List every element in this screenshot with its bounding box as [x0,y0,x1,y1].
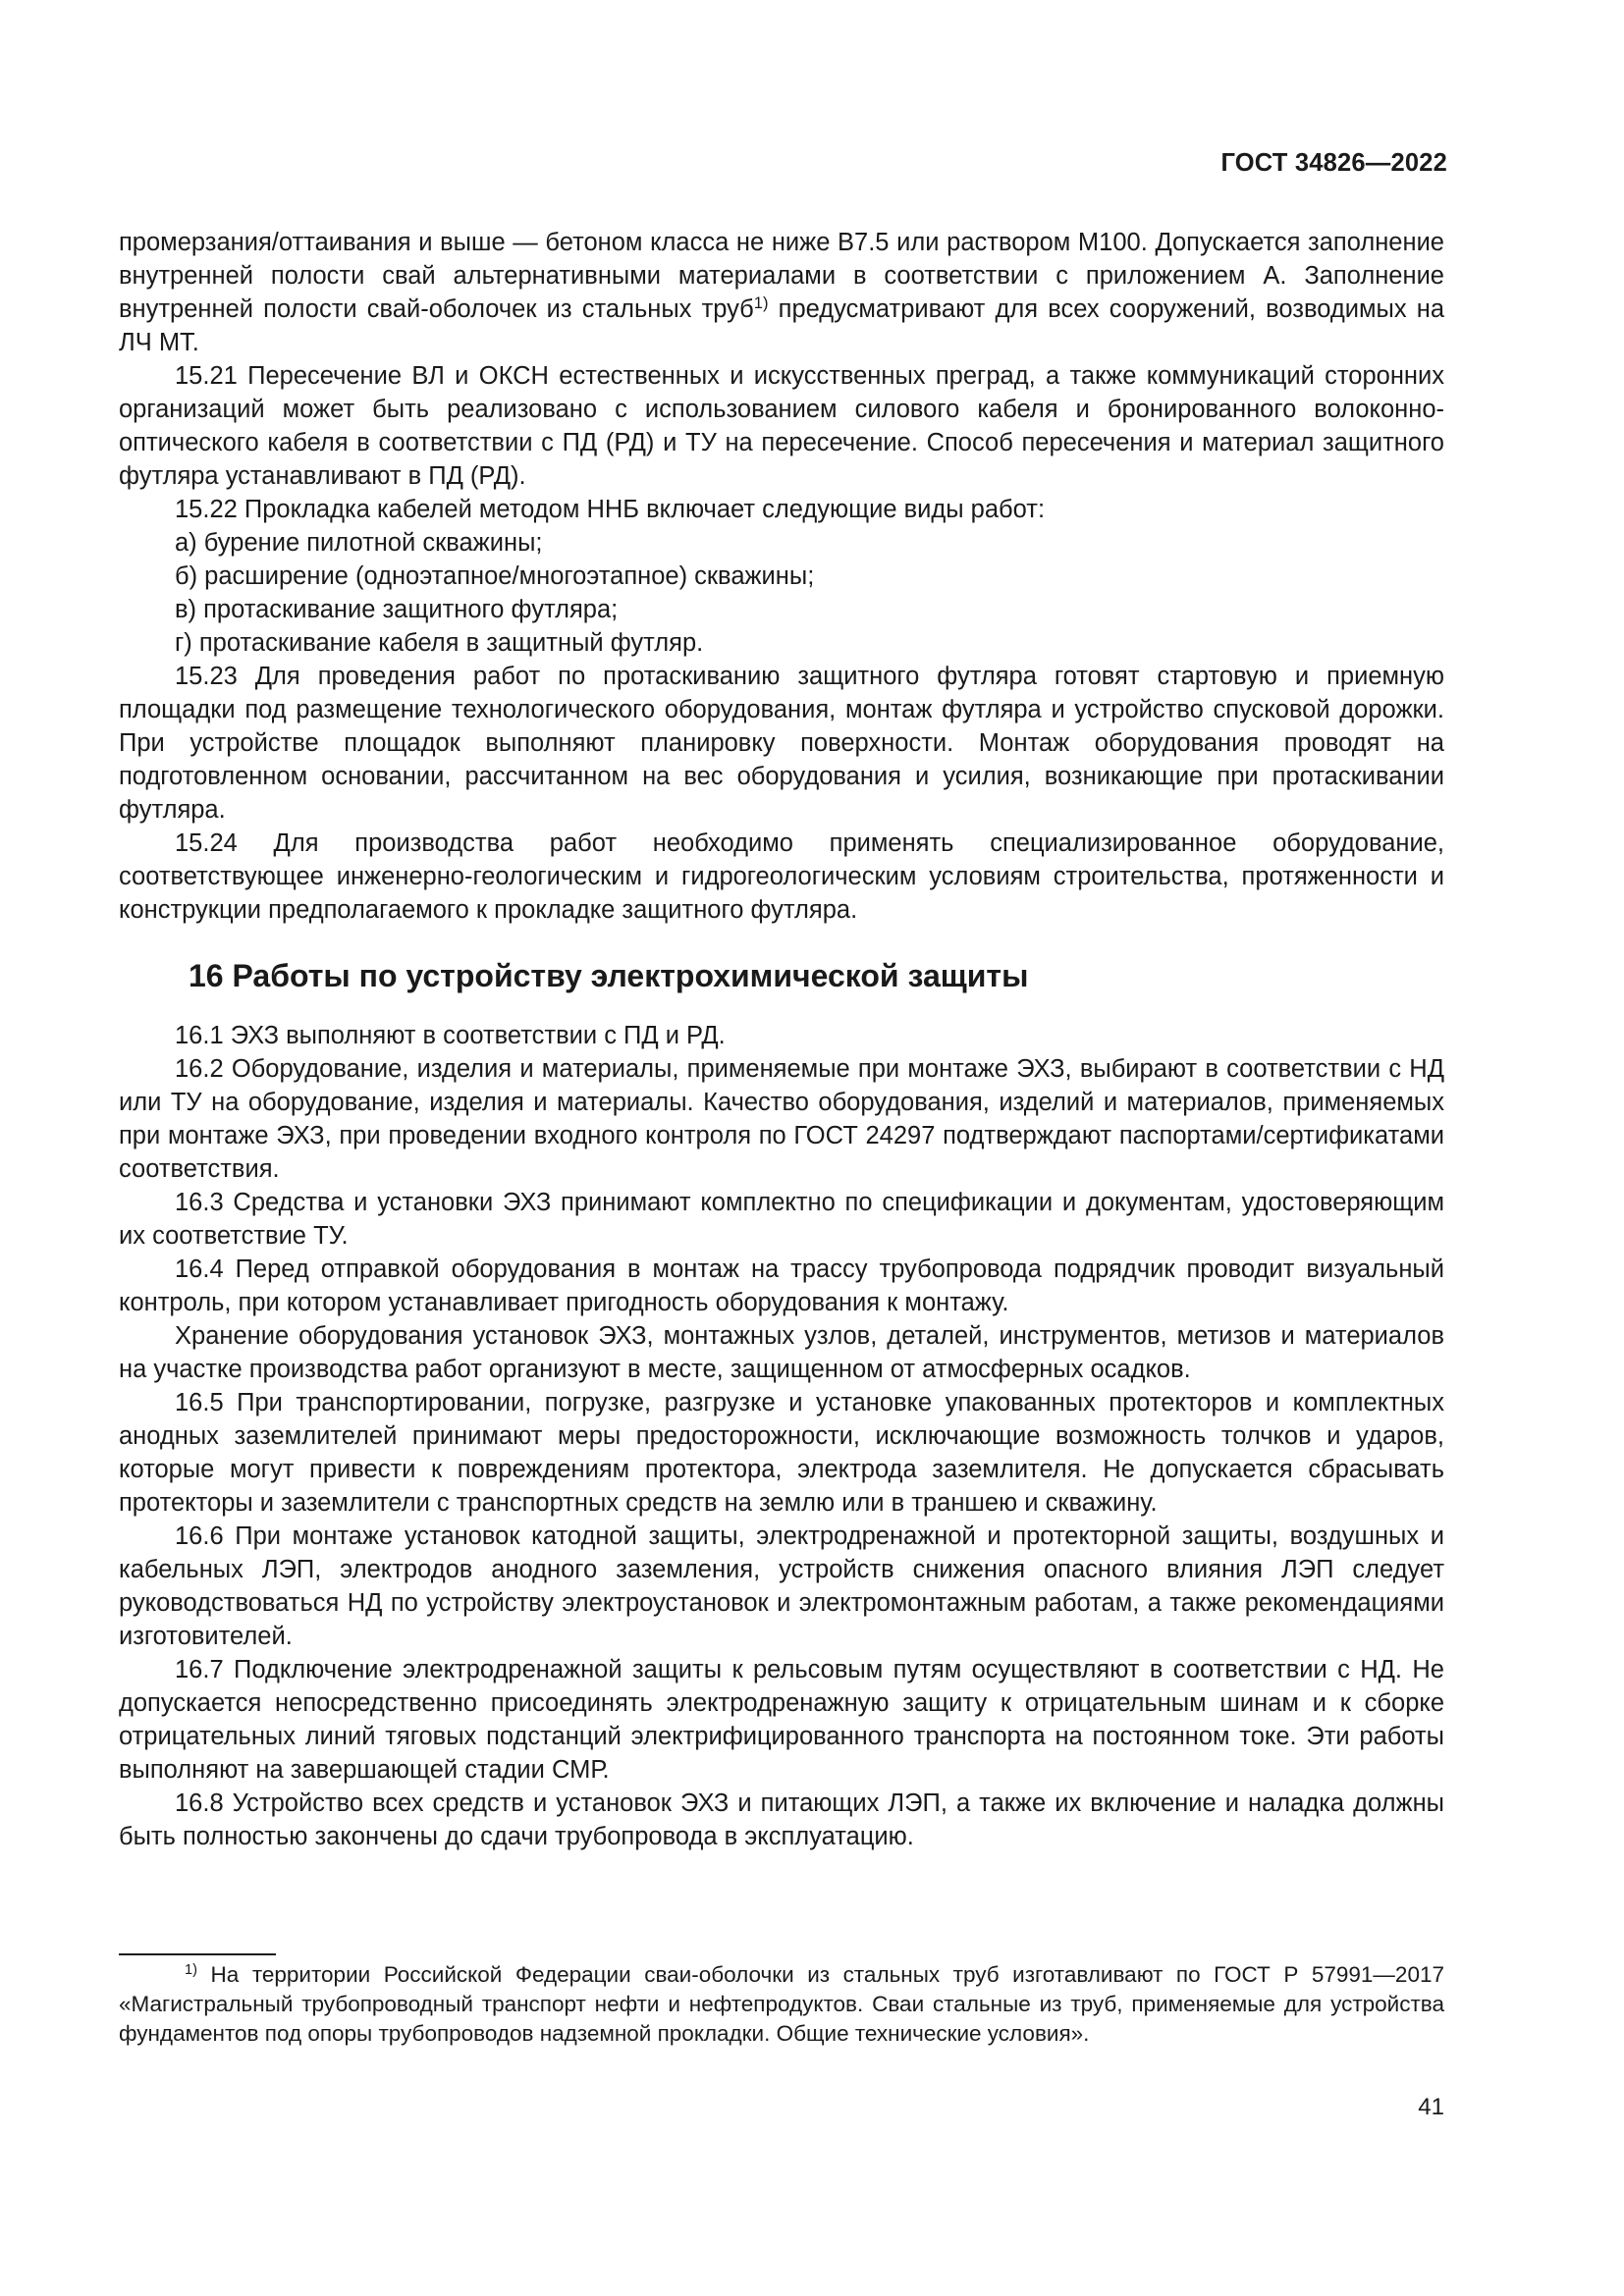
paragraph-16-5: 16.5 При транспортировании, погрузке, разгрузке и установке упакованных протекторов и комплектных анодных заземлителей принимают меры предосторожности, исключающие возможность толчков и ударов, которые могут привести к повреждениям протектора, электрода заземлителя. Не допускается сбрасывать протекторы и заземлители с транспортных средств на землю или в траншею и скважину. [119,1389,1444,1517]
footnote-marker: 1) [185,1961,197,1978]
footnote-divider [119,1953,276,1955]
paragraph-text: предусматривают для всех сооружений, возводимых на ЛЧ МТ. [119,295,1445,356]
paragraph-piles-continuation [119,226,1444,359]
list-item: г) протаскивание кабеля в защитный футляр. [175,629,704,657]
footnote-text [119,1960,1444,2049]
page-number: 41 [1418,2094,1444,2120]
paragraph-text: промерзания/оттаивания и выше — бетоном класса не ниже В7.5 или раствором М100. Допускается заполнение внутренней полости свай альтернативными материалами в соответствии с приложением А. Заполнение внутренней полости свай-оболочек из стальных труб [119,229,1444,323]
paragraph-16-4-storage: Хранение оборудования установок ЭХЗ, монтажных узлов, деталей, инструментов, метизов и материалов на участке производства работ организуют в месте, защищенном от атмосферных осадков. [119,1322,1444,1383]
footnote-body: На территории Российской Федерации сваи-оболочки из стальных труб изготавливают по ГОСТ Р 57991—2017 «Магистральный трубопроводный транспорт нефти и нефтепродуктов. Сваи стальные из труб, применяемые для устройства фундаментов под опоры трубопроводов надземной прокладки. Общие технические условия». [119,1962,1444,2046]
section-16-title: 16 Работы по устройству электрохимической защиты [189,958,1029,993]
paragraph-15-24: 15.24 Для производства работ необходимо применять специализированное оборудование, соответствующее инженерно-геологическим и гидрогеологическим условиям строительства, протяженности и конструкции предполагаемого к прокладке защитного футляра. [119,829,1444,924]
paragraph-16-1: 16.1 ЭХЗ выполняют в соответствии с ПД и РД. [175,1022,726,1049]
footnote-reference[interactable]: 1) [753,293,769,312]
paragraph-16-6: 16.6 При монтаже установок катодной защиты, электродренажной и протекторной защиты, воздушных и кабельных ЛЭП, электродов анодного заземления, устройств снижения опасного влияния ЛЭП следует руководствоваться НД по устройству электроустановок и электромонтажным работам, а также рекомендациями изготовителей. [119,1522,1444,1650]
list-item: б) расширение (одноэтапное/многоэтапное) скважины; [175,562,815,590]
footnote [119,1960,1444,2049]
body-text [119,226,1444,1853]
paragraph-16-4: 16.4 Перед отправкой оборудования в монтаж на трассу трубопровода подрядчик проводит визуальный контроль, при котором устанавливает пригодность оборудования к монтажу. [119,1255,1444,1316]
list-item: а) бурение пилотной скважины; [175,529,543,557]
document-code: ГОСТ 34826—2022 [1220,149,1447,177]
paragraph-15-23: 15.23 Для проведения работ по протаскиванию защитного футляра готовят стартовую и приемную площадки под размещение технологического оборудования, монтаж футляра и устройство спусковой дорожки. При устройстве площадок выполняют планировку поверхности. Монтаж оборудования проводят на подготовленном основании, рассчитанном на вес оборудования и усилия, возникающие при протаскивании футляра. [119,663,1444,824]
paragraph-16-3: 16.3 Средства и установки ЭХЗ принимают комплектно по спецификации и документам, удостоверяющим их соответствие ТУ. [119,1189,1444,1250]
list-item: в) протаскивание защитного футляра; [175,596,619,623]
paragraph-15-21: 15.21 Пересечение ВЛ и ОКСН естественных и искусственных преград, а также коммуникаций сторонних организаций может быть реализовано с использованием силового кабеля и бронированного волоконно-оптического кабеля в соответствии с ПД (РД) и ТУ на пересечение. Способ пересечения и материал защитного футляра устанавливают в ПД (РД). [119,362,1444,490]
paragraph-15-22: 15.22 Прокладка кабелей методом ННБ включает следующие виды работ: [175,496,1046,523]
paragraph-16-2: 16.2 Оборудование, изделия и материалы, применяемые при монтаже ЭХЗ, выбирают в соответствии с НД или ТУ на оборудование, изделия и материалы. Качество оборудования, изделий и материалов, применяемых при монтаже ЭХЗ, при проведении входного контроля по ГОСТ 24297 подтверждают паспортами/сертификатами соответствия. [119,1055,1444,1183]
list-15-22 [119,526,1444,660]
paragraph-16-8: 16.8 Устройство всех средств и установок ЭХЗ и питающих ЛЭП, а также их включение и наладка должны быть полностью закончены до сдачи трубопровода в эксплуатацию. [119,1789,1444,1850]
paragraph-16-7: 16.7 Подключение электродренажной защиты к рельсовым путям осуществляют в соответствии с НД. Не допускается непосредственно присоединять электродренажную защиту к отрицательным шинам и к сборке отрицательных линий тяговых подстанций электрифицированного транспорта на постоянном токе. Эти работы выполняют на завершающей стадии СМР. [119,1656,1444,1784]
